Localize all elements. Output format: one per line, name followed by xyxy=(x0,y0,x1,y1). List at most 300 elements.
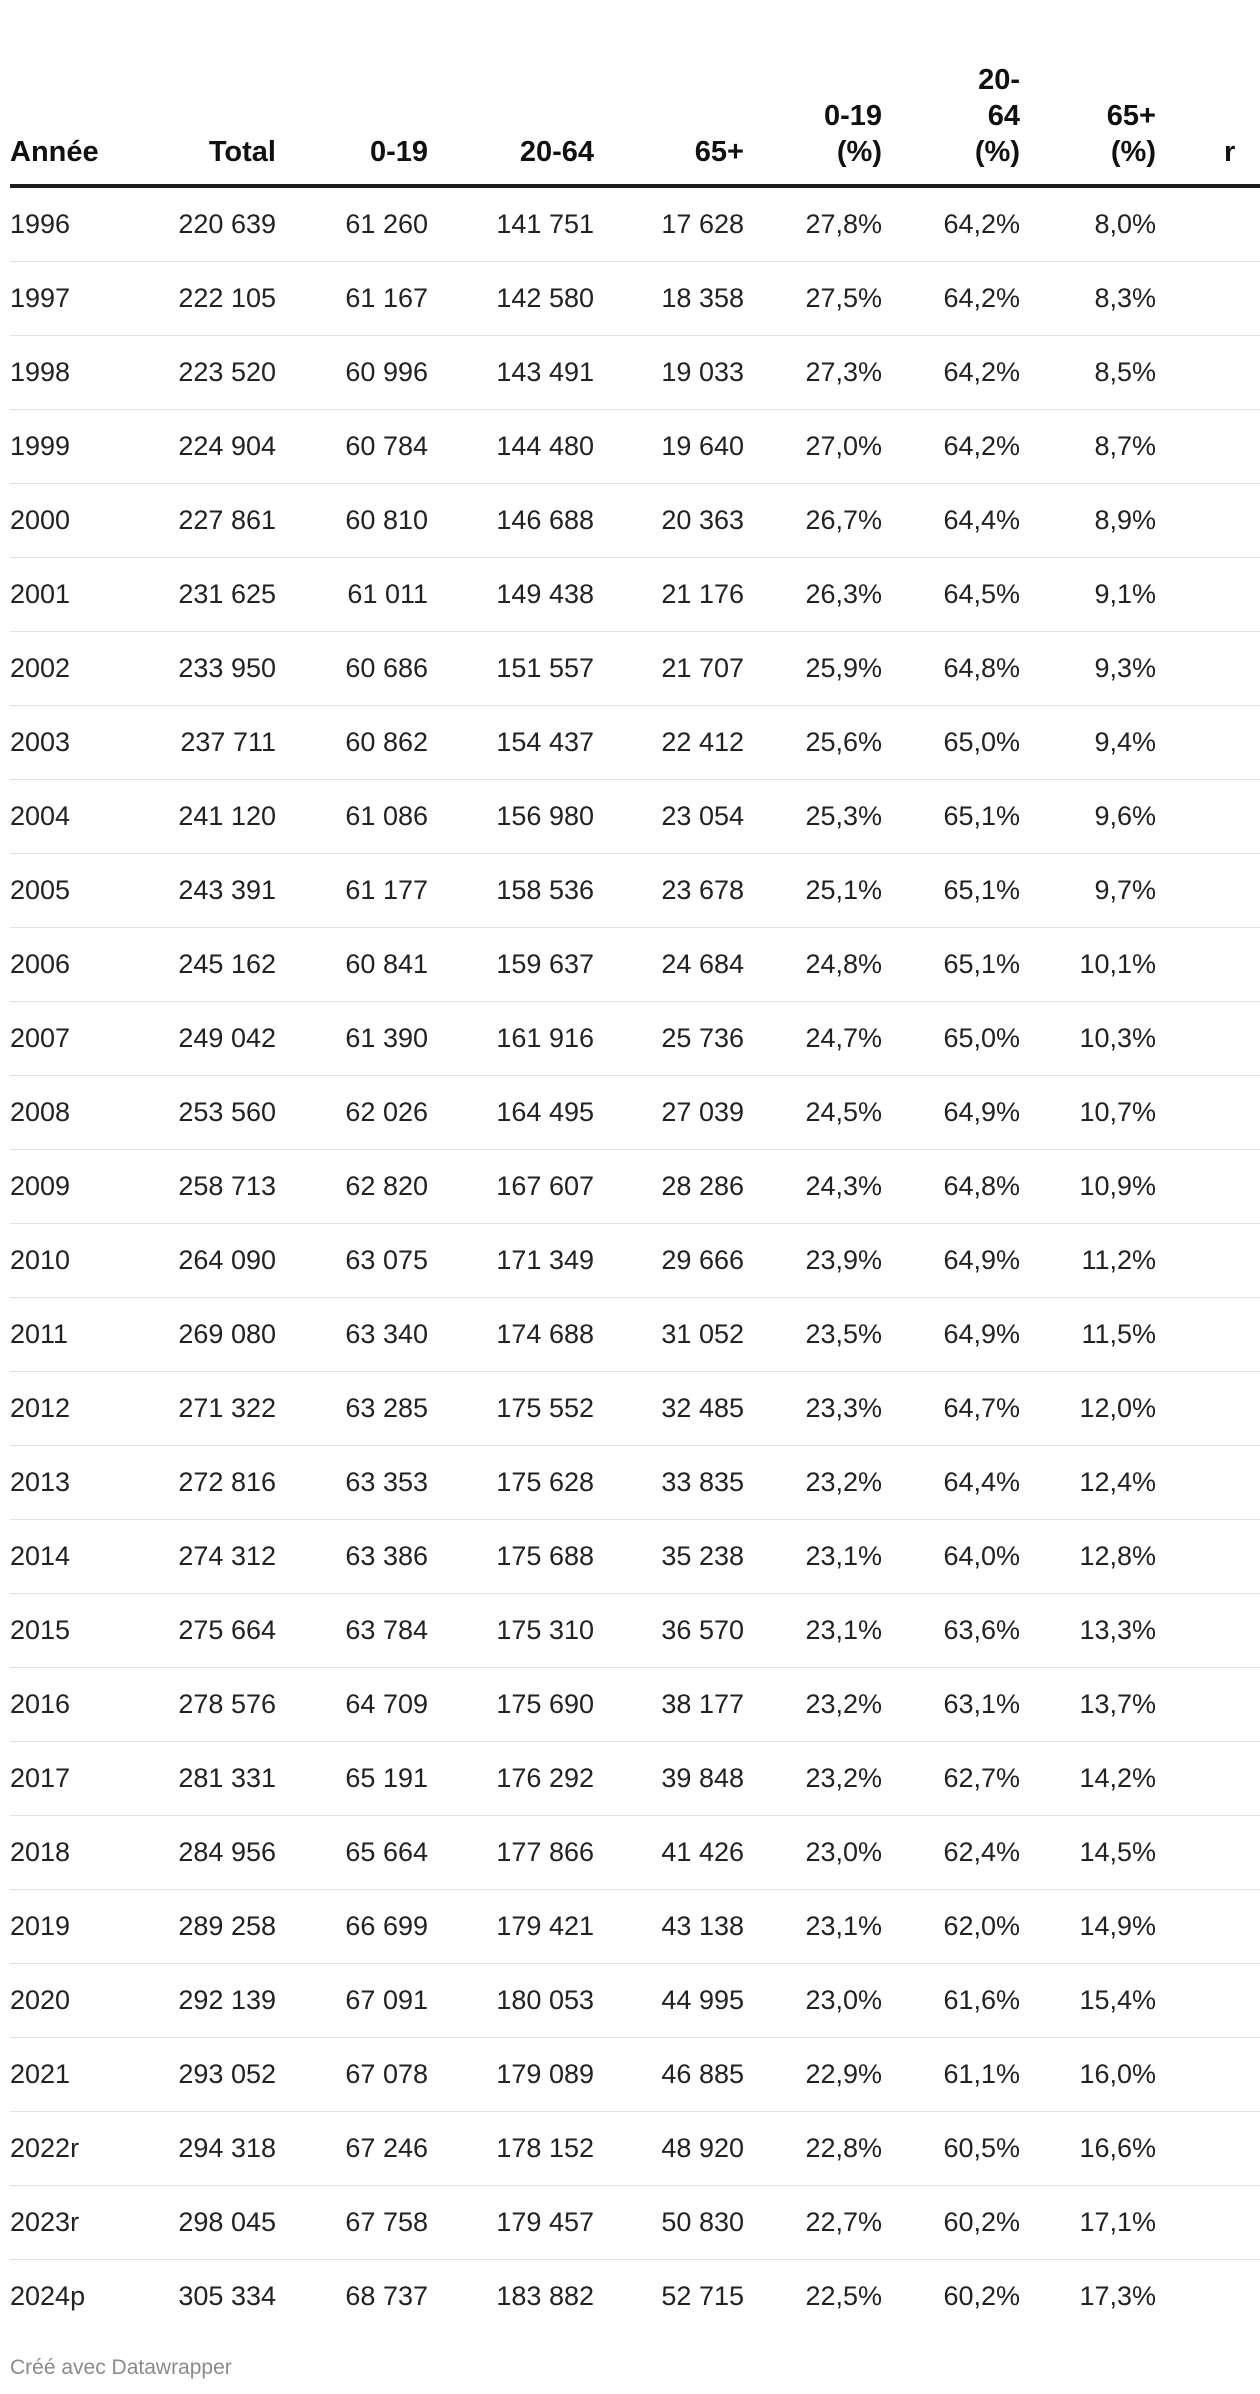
value-cell-65-plus: 17 628 xyxy=(594,186,744,262)
value-cell-0-19: 68 737 xyxy=(345,2281,428,2311)
value-cell-20-64: 176 292 xyxy=(428,1742,594,1816)
table-row xyxy=(10,2260,1260,2334)
truncated-cell xyxy=(1156,1002,1260,1076)
value-cell-0-19-pct: 24,5% xyxy=(744,1076,882,1150)
value-cell-0-19-pct: 25,6% xyxy=(744,706,882,780)
year-cell: 2007 xyxy=(10,1002,136,1076)
value-cell-20-64: 179 421 xyxy=(428,1890,594,1964)
value-cell-0-19: 62 820 xyxy=(276,1150,428,1224)
truncated-cell xyxy=(1156,1298,1260,1372)
year-cell: 2023r xyxy=(10,2186,136,2260)
year-cell: 2008 xyxy=(10,1076,136,1150)
value-cell-0-19: 63 353 xyxy=(276,1446,428,1520)
value-cell-20-64-pct: 64,5% xyxy=(882,558,1020,632)
table-row xyxy=(10,1224,1260,1298)
value-cell-65-plus-pct: 8,3% xyxy=(1020,262,1156,336)
value-cell-20-64: 164 495 xyxy=(428,1076,594,1150)
truncated-cell xyxy=(1156,2112,1260,2186)
year-cell: 2010 xyxy=(10,1224,136,1298)
table-body xyxy=(10,186,1260,2333)
value-cell-20-64: 177 866 xyxy=(428,1816,594,1890)
value-cell-0-19-pct: 22,8% xyxy=(744,2112,882,2186)
value-cell-65-plus-pct: 8,9% xyxy=(1020,484,1156,558)
value-cell-20-64: 154 437 xyxy=(428,706,594,780)
value-cell-20-64-pct: 64,2% xyxy=(882,262,1020,336)
column-header-line: (%) xyxy=(836,136,882,168)
value-cell-65-plus: 33 835 xyxy=(594,1446,744,1520)
year-cell: 2016 xyxy=(10,1668,136,1742)
table-row xyxy=(10,1446,1260,1520)
table-row xyxy=(10,780,1260,854)
value-cell-65-plus-pct: 13,3% xyxy=(1020,1594,1156,1668)
value-cell-0-19-pct: 27,3% xyxy=(744,336,882,410)
table-row xyxy=(10,410,1260,484)
year-cell: 1996 xyxy=(10,186,136,262)
value-cell-total: 237 711 xyxy=(136,706,276,780)
value-cell-0-19: 61 390 xyxy=(276,1002,428,1076)
value-cell-20-64: 144 480 xyxy=(428,410,594,484)
value-cell-65-plus: 41 426 xyxy=(594,1816,744,1890)
value-cell-65-plus-pct: 15,4% xyxy=(1020,1964,1156,2038)
value-cell-20-64: 183 882 xyxy=(496,2281,594,2311)
value-cell-65-plus: 38 177 xyxy=(594,1668,744,1742)
value-cell-0-19: 67 091 xyxy=(276,1964,428,2038)
value-cell-20-64: 142 580 xyxy=(428,262,594,336)
value-cell-65-plus-pct: 8,5% xyxy=(1020,336,1156,410)
value-cell-total: 264 090 xyxy=(136,1224,276,1298)
value-cell-20-64-pct: 63,6% xyxy=(882,1594,1020,1668)
table-row xyxy=(10,632,1260,706)
year-cell: 2017 xyxy=(10,1742,136,1816)
value-cell-65-plus-pct: 16,0% xyxy=(1020,2038,1156,2112)
truncated-cell xyxy=(1156,2038,1260,2112)
value-cell-0-19: 62 026 xyxy=(276,1076,428,1150)
truncated-cell xyxy=(1156,336,1260,410)
value-cell-0-19-pct: 27,5% xyxy=(744,262,882,336)
table-row xyxy=(10,336,1260,410)
truncated-cell xyxy=(1156,1372,1260,1446)
value-cell-65-plus-pct: 12,4% xyxy=(1020,1446,1156,1520)
truncated-cell xyxy=(1156,632,1260,706)
value-cell-0-19: 67 246 xyxy=(276,2112,428,2186)
value-cell-20-64-pct: 64,9% xyxy=(882,1298,1020,1372)
value-cell-65-plus-pct: 11,2% xyxy=(1020,1224,1156,1298)
value-cell-0-19-pct: 23,2% xyxy=(744,1446,882,1520)
value-cell-0-19-pct: 23,2% xyxy=(744,1668,882,1742)
table-row xyxy=(10,1890,1260,1964)
truncated-cell xyxy=(1156,1816,1260,1890)
value-cell-total: 249 042 xyxy=(136,1002,276,1076)
truncated-cell xyxy=(1156,1076,1260,1150)
value-cell-65-plus: 19 640 xyxy=(594,410,744,484)
value-cell-65-plus: 18 358 xyxy=(594,262,744,336)
value-cell-0-19-pct: 27,0% xyxy=(744,410,882,484)
value-cell-0-19: 60 810 xyxy=(276,484,428,558)
value-cell-0-19-pct: 24,8% xyxy=(744,928,882,1002)
value-cell-65-plus: 39 848 xyxy=(594,1742,744,1816)
truncated-cell xyxy=(1156,2260,1260,2334)
year-cell: 2001 xyxy=(10,558,136,632)
value-cell-0-19: 61 086 xyxy=(276,780,428,854)
value-cell-65-plus: 23 054 xyxy=(594,780,744,854)
value-cell-20-64: 141 751 xyxy=(428,186,594,262)
column-header-line: Total xyxy=(208,136,276,168)
table-row xyxy=(10,1298,1260,1372)
value-cell-20-64: 179 089 xyxy=(428,2038,594,2112)
column-header-0-19-pct[interactable] xyxy=(744,0,882,186)
table-row xyxy=(10,1816,1260,1890)
column-header-20-64-pct[interactable] xyxy=(882,0,1020,186)
value-cell-20-64-pct: 61,1% xyxy=(882,2038,1020,2112)
value-cell-20-64-pct: 60,2% xyxy=(943,2281,1020,2311)
table-row xyxy=(10,2112,1260,2186)
column-header-line: Année xyxy=(10,136,99,168)
truncated-cell xyxy=(1156,854,1260,928)
value-cell-total: 245 162 xyxy=(136,928,276,1002)
value-cell-0-19-pct: 25,1% xyxy=(744,854,882,928)
table-row xyxy=(10,186,1260,262)
value-cell-0-19: 67 758 xyxy=(276,2186,428,2260)
table-row xyxy=(10,1520,1260,1594)
value-cell-total: 289 258 xyxy=(136,1890,276,1964)
year-cell: 2018 xyxy=(10,1816,136,1890)
value-cell-20-64-pct: 62,7% xyxy=(882,1742,1020,1816)
year-cell: 2024p xyxy=(10,2281,86,2311)
truncated-cell xyxy=(1156,484,1260,558)
value-cell-20-64: 178 152 xyxy=(428,2112,594,2186)
value-cell-0-19-pct: 22,5% xyxy=(805,2281,882,2311)
truncated-cell xyxy=(1156,410,1260,484)
value-cell-total: 253 560 xyxy=(136,1076,276,1150)
value-cell-total: 275 664 xyxy=(136,1594,276,1668)
column-header-line: 65+ xyxy=(694,136,744,168)
value-cell-65-plus-pct: 14,5% xyxy=(1020,1816,1156,1890)
value-cell-65-plus-pct: 9,7% xyxy=(1020,854,1156,928)
value-cell-20-64-pct: 64,4% xyxy=(882,484,1020,558)
year-cell: 2005 xyxy=(10,854,136,928)
datawrapper-credit: Créé avec Datawrapper xyxy=(10,2356,232,2379)
year-cell: 2020 xyxy=(10,1964,136,2038)
value-cell-0-19: 61 011 xyxy=(276,558,428,632)
truncated-cell xyxy=(1156,1520,1260,1594)
value-cell-20-64-pct: 64,9% xyxy=(882,1224,1020,1298)
value-cell-65-plus-pct: 11,5% xyxy=(1020,1298,1156,1372)
year-cell: 2021 xyxy=(10,2038,136,2112)
value-cell-0-19: 63 075 xyxy=(276,1224,428,1298)
table-row xyxy=(10,1668,1260,1742)
value-cell-65-plus: 21 707 xyxy=(594,632,744,706)
data-table-container xyxy=(10,0,1236,2333)
value-cell-65-plus: 24 684 xyxy=(594,928,744,1002)
value-cell-20-64-pct: 61,6% xyxy=(882,1964,1020,2038)
year-cell: 2006 xyxy=(10,928,136,1002)
value-cell-20-64-pct: 64,2% xyxy=(882,410,1020,484)
value-cell-0-19: 64 709 xyxy=(276,1668,428,1742)
table-row xyxy=(10,1742,1260,1816)
value-cell-0-19-pct: 23,5% xyxy=(744,1298,882,1372)
value-cell-65-plus: 19 033 xyxy=(594,336,744,410)
year-cell: 2002 xyxy=(10,632,136,706)
year-cell: 1998 xyxy=(10,336,136,410)
year-cell: 2003 xyxy=(10,706,136,780)
truncated-cell xyxy=(1156,186,1260,262)
value-cell-20-64: 156 980 xyxy=(428,780,594,854)
value-cell-65-plus-pct: 14,9% xyxy=(1020,1890,1156,1964)
column-header-line: 20- xyxy=(978,64,1020,96)
table-row xyxy=(10,928,1260,1002)
value-cell-0-19: 67 078 xyxy=(276,2038,428,2112)
truncated-cell xyxy=(1156,1742,1260,1816)
value-cell-65-plus-pct: 17,3% xyxy=(1079,2281,1156,2311)
value-cell-0-19-pct: 26,7% xyxy=(744,484,882,558)
table-row xyxy=(10,854,1260,928)
year-cell: 2013 xyxy=(10,1446,136,1520)
value-cell-20-64: 161 916 xyxy=(428,1002,594,1076)
truncated-cell xyxy=(1156,1668,1260,1742)
value-cell-20-64: 159 637 xyxy=(428,928,594,1002)
truncated-cell xyxy=(1156,928,1260,1002)
column-header-total[interactable] xyxy=(136,0,276,186)
value-cell-total: 272 816 xyxy=(136,1446,276,1520)
value-cell-0-19: 63 784 xyxy=(276,1594,428,1668)
truncated-cell xyxy=(1156,1964,1260,2038)
value-cell-20-64: 143 491 xyxy=(428,336,594,410)
truncated-cell xyxy=(1156,1224,1260,1298)
value-cell-0-19-pct: 23,0% xyxy=(744,1964,882,2038)
table-header xyxy=(10,0,1260,186)
value-cell-20-64: 175 690 xyxy=(428,1668,594,1742)
truncated-cell xyxy=(1156,2186,1260,2260)
value-cell-total: 224 904 xyxy=(136,410,276,484)
truncated-cell xyxy=(1156,558,1260,632)
column-header-line: 0-19 xyxy=(369,136,428,168)
value-cell-20-64-pct: 64,2% xyxy=(882,336,1020,410)
value-cell-20-64-pct: 64,2% xyxy=(882,186,1020,262)
value-cell-20-64: 149 438 xyxy=(428,558,594,632)
year-cell: 2014 xyxy=(10,1520,136,1594)
year-cell: 1997 xyxy=(10,262,136,336)
value-cell-20-64-pct: 65,0% xyxy=(882,1002,1020,1076)
value-cell-total: 258 713 xyxy=(136,1150,276,1224)
value-cell-65-plus: 36 570 xyxy=(594,1594,744,1668)
value-cell-20-64-pct: 65,1% xyxy=(882,928,1020,1002)
value-cell-65-plus: 22 412 xyxy=(594,706,744,780)
column-header-line: 20-64 xyxy=(519,136,594,168)
value-cell-65-plus: 21 176 xyxy=(594,558,744,632)
year-cell: 2004 xyxy=(10,780,136,854)
value-cell-20-64-pct: 63,1% xyxy=(882,1668,1020,1742)
value-cell-0-19: 66 699 xyxy=(276,1890,428,1964)
value-cell-0-19: 63 386 xyxy=(276,1520,428,1594)
table-row xyxy=(10,1150,1260,1224)
table-row xyxy=(10,1002,1260,1076)
value-cell-65-plus-pct: 10,9% xyxy=(1020,1150,1156,1224)
truncated-cell xyxy=(1156,780,1260,854)
value-cell-0-19-pct: 23,9% xyxy=(744,1224,882,1298)
value-cell-0-19: 65 664 xyxy=(276,1816,428,1890)
value-cell-20-64: 175 628 xyxy=(428,1446,594,1520)
value-cell-20-64-pct: 60,2% xyxy=(882,2186,1020,2260)
value-cell-total: 293 052 xyxy=(136,2038,276,2112)
value-cell-0-19-pct: 23,3% xyxy=(744,1372,882,1446)
value-cell-0-19-pct: 22,9% xyxy=(744,2038,882,2112)
value-cell-0-19-pct: 22,7% xyxy=(744,2186,882,2260)
value-cell-0-19-pct: 23,0% xyxy=(744,1816,882,1890)
table-row xyxy=(10,2186,1260,2260)
value-cell-total: 278 576 xyxy=(136,1668,276,1742)
value-cell-0-19: 60 862 xyxy=(276,706,428,780)
value-cell-total: 241 120 xyxy=(136,780,276,854)
population-table xyxy=(10,0,1260,2333)
value-cell-65-plus-pct: 12,0% xyxy=(1020,1372,1156,1446)
value-cell-0-19: 61 177 xyxy=(276,854,428,928)
value-cell-0-19-pct: 27,8% xyxy=(744,186,882,262)
value-cell-65-plus: 32 485 xyxy=(594,1372,744,1446)
value-cell-65-plus: 52 715 xyxy=(661,2281,744,2311)
value-cell-20-64-pct: 64,8% xyxy=(882,632,1020,706)
value-cell-0-19-pct: 23,2% xyxy=(744,1742,882,1816)
value-cell-65-plus: 27 039 xyxy=(594,1076,744,1150)
value-cell-65-plus-pct: 9,4% xyxy=(1020,706,1156,780)
column-header-0-19[interactable] xyxy=(276,0,428,186)
value-cell-0-19-pct: 26,3% xyxy=(744,558,882,632)
value-cell-total: 305 334 xyxy=(178,2281,276,2311)
value-cell-65-plus: 35 238 xyxy=(594,1520,744,1594)
value-cell-0-19: 63 285 xyxy=(276,1372,428,1446)
value-cell-65-plus-pct: 9,1% xyxy=(1020,558,1156,632)
value-cell-20-64: 151 557 xyxy=(428,632,594,706)
value-cell-total: 223 520 xyxy=(136,336,276,410)
table-row xyxy=(10,706,1260,780)
truncated-cell xyxy=(1156,262,1260,336)
value-cell-65-plus: 46 885 xyxy=(594,2038,744,2112)
table-row xyxy=(10,2038,1260,2112)
value-cell-20-64-pct: 65,1% xyxy=(882,780,1020,854)
value-cell-0-19: 65 191 xyxy=(276,1742,428,1816)
value-cell-0-19-pct: 25,9% xyxy=(744,632,882,706)
table-row xyxy=(10,484,1260,558)
column-header-truncated[interactable]: r xyxy=(1156,0,1260,186)
truncated-cell xyxy=(1156,1594,1260,1668)
value-cell-20-64-pct: 64,8% xyxy=(882,1150,1020,1224)
value-cell-0-19-pct: 24,7% xyxy=(744,1002,882,1076)
year-cell: 1999 xyxy=(10,410,136,484)
value-cell-65-plus-pct: 9,3% xyxy=(1020,632,1156,706)
value-cell-65-plus: 23 678 xyxy=(594,854,744,928)
value-cell-total: 269 080 xyxy=(136,1298,276,1372)
value-cell-65-plus-pct: 8,7% xyxy=(1020,410,1156,484)
value-cell-20-64-pct: 62,0% xyxy=(882,1890,1020,1964)
year-cell: 2015 xyxy=(10,1594,136,1668)
value-cell-0-19-pct: 24,3% xyxy=(744,1150,882,1224)
year-cell: 2011 xyxy=(10,1298,136,1372)
value-cell-total: 274 312 xyxy=(136,1520,276,1594)
value-cell-total: 271 322 xyxy=(136,1372,276,1446)
value-cell-20-64-pct: 64,9% xyxy=(882,1076,1020,1150)
column-header-line: (%) xyxy=(1110,136,1156,168)
value-cell-total: 294 318 xyxy=(136,2112,276,2186)
value-cell-65-plus-pct: 17,1% xyxy=(1020,2186,1156,2260)
value-cell-65-plus: 28 286 xyxy=(594,1150,744,1224)
value-cell-0-19: 63 340 xyxy=(276,1298,428,1372)
column-header-65-plus[interactable] xyxy=(594,0,744,186)
column-header-line: (%) xyxy=(974,136,1020,168)
value-cell-65-plus-pct: 10,3% xyxy=(1020,1002,1156,1076)
table-row xyxy=(10,262,1260,336)
value-cell-0-19-pct: 23,1% xyxy=(744,1594,882,1668)
header-row xyxy=(10,0,1260,186)
value-cell-total: 284 956 xyxy=(136,1816,276,1890)
value-cell-20-64-pct: 62,4% xyxy=(882,1816,1020,1890)
year-cell: 2022r xyxy=(10,2112,136,2186)
table-row xyxy=(10,1964,1260,2038)
value-cell-65-plus: 43 138 xyxy=(594,1890,744,1964)
truncated-cell xyxy=(1156,1150,1260,1224)
value-cell-65-plus-pct: 10,7% xyxy=(1020,1076,1156,1150)
value-cell-65-plus-pct: 14,2% xyxy=(1020,1742,1156,1816)
value-cell-65-plus: 20 363 xyxy=(594,484,744,558)
value-cell-65-plus: 50 830 xyxy=(594,2186,744,2260)
value-cell-20-64: 175 310 xyxy=(428,1594,594,1668)
column-header-line: 65+ xyxy=(1106,100,1156,132)
value-cell-20-64: 179 457 xyxy=(428,2186,594,2260)
value-cell-65-plus-pct: 9,6% xyxy=(1020,780,1156,854)
value-cell-total: 292 139 xyxy=(136,1964,276,2038)
value-cell-65-plus-pct: 13,7% xyxy=(1020,1668,1156,1742)
value-cell-total: 298 045 xyxy=(136,2186,276,2260)
column-header-annee[interactable] xyxy=(10,0,136,186)
value-cell-65-plus: 25 736 xyxy=(594,1002,744,1076)
year-cell: 2009 xyxy=(10,1150,136,1224)
value-cell-20-64-pct: 64,0% xyxy=(882,1520,1020,1594)
value-cell-65-plus-pct: 8,0% xyxy=(1020,186,1156,262)
value-cell-20-64: 180 053 xyxy=(428,1964,594,2038)
value-cell-65-plus: 29 666 xyxy=(594,1224,744,1298)
table-row xyxy=(10,1372,1260,1446)
value-cell-65-plus-pct: 10,1% xyxy=(1020,928,1156,1002)
value-cell-0-19: 60 841 xyxy=(276,928,428,1002)
value-cell-65-plus: 44 995 xyxy=(594,1964,744,2038)
value-cell-total: 231 625 xyxy=(136,558,276,632)
value-cell-20-64-pct: 64,7% xyxy=(882,1372,1020,1446)
truncated-cell xyxy=(1156,1446,1260,1520)
value-cell-total: 233 950 xyxy=(136,632,276,706)
value-cell-65-plus: 48 920 xyxy=(594,2112,744,2186)
value-cell-total: 222 105 xyxy=(136,262,276,336)
value-cell-total: 220 639 xyxy=(136,186,276,262)
value-cell-20-64-pct: 65,0% xyxy=(882,706,1020,780)
value-cell-20-64: 175 688 xyxy=(428,1520,594,1594)
value-cell-20-64-pct: 60,5% xyxy=(882,2112,1020,2186)
value-cell-65-plus: 31 052 xyxy=(594,1298,744,1372)
value-cell-total: 281 331 xyxy=(136,1742,276,1816)
table-row xyxy=(10,1076,1260,1150)
column-header-65-plus-pct[interactable] xyxy=(1020,0,1156,186)
value-cell-0-19-pct: 25,3% xyxy=(744,780,882,854)
value-cell-0-19-pct: 23,1% xyxy=(744,1520,882,1594)
value-cell-20-64: 146 688 xyxy=(428,484,594,558)
table-row xyxy=(10,1594,1260,1668)
value-cell-0-19-pct: 23,1% xyxy=(744,1890,882,1964)
column-header-20-64[interactable] xyxy=(428,0,594,186)
column-header-line: 0-19 xyxy=(823,100,882,132)
value-cell-0-19: 61 260 xyxy=(276,186,428,262)
value-cell-total: 243 391 xyxy=(136,854,276,928)
value-cell-65-plus-pct: 12,8% xyxy=(1020,1520,1156,1594)
value-cell-total: 227 861 xyxy=(136,484,276,558)
value-cell-20-64-pct: 64,4% xyxy=(882,1446,1020,1520)
column-header-line: 64 xyxy=(987,100,1020,132)
